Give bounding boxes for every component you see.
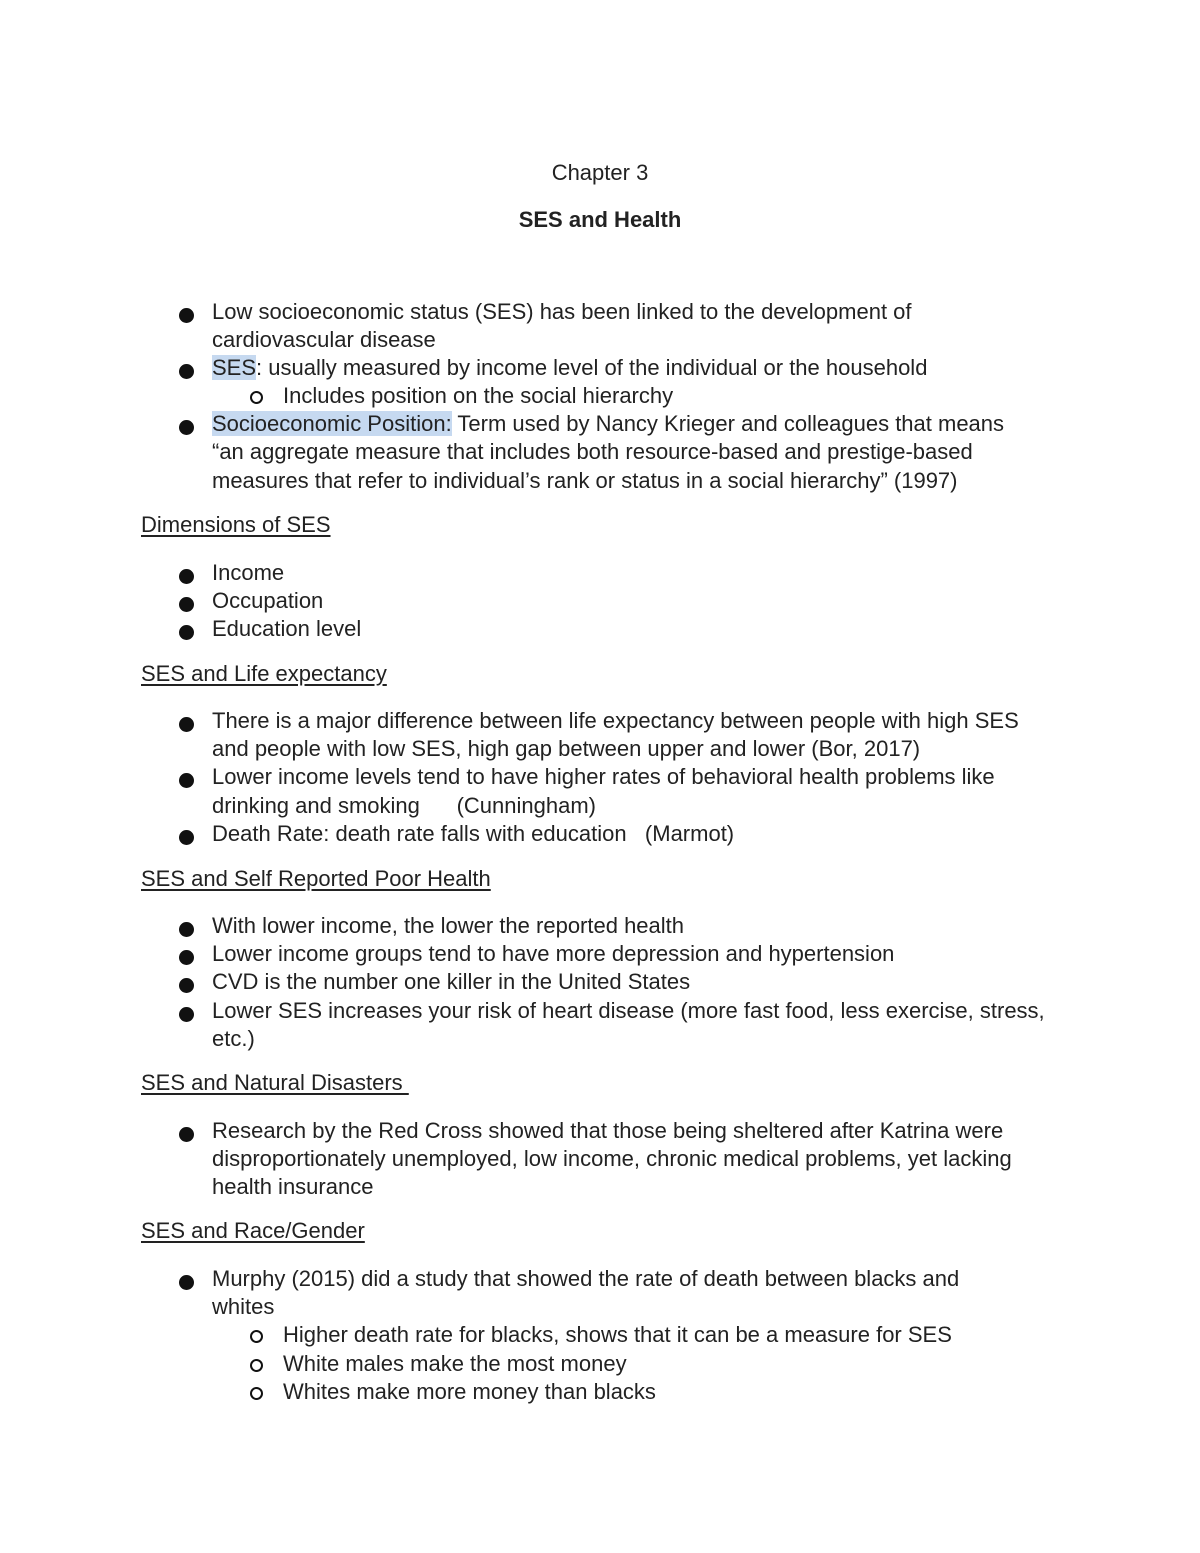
poor-b3: CVD is the number one killer in the United States (212, 969, 691, 994)
intro-b2-sub: Includes position on the social hierarchy (283, 383, 674, 408)
bullet-icon (179, 922, 194, 937)
race-sub-item: White males make the most money (283, 1351, 627, 1376)
life-b3: Death Rate: death rate falls with education (Marmot) (212, 821, 735, 846)
hollow-bullet-icon (250, 1330, 263, 1343)
highlight-socioeconomic-position: Socioeconomic Position: (212, 411, 452, 436)
bullet-icon (179, 420, 194, 435)
bullet-icon (179, 950, 194, 965)
hollow-bullet-icon (250, 391, 263, 404)
bullet-icon (179, 978, 194, 993)
race-b1-line1: Murphy (2015) did a study that showed the rate of death between blacks and (212, 1266, 960, 1291)
bullet-icon (179, 830, 194, 845)
poor-b2: Lower income groups tend to have more depression and hypertension (212, 941, 895, 966)
bullet-icon (179, 597, 194, 612)
intro-b2-line (212, 354, 927, 382)
disasters-b1-line3: health insurance (212, 1174, 374, 1199)
poor-b1: With lower income, the lower the reported health (212, 913, 685, 938)
intro-b1-line1: Low socioeconomic status (SES) has been linked to the development of (212, 299, 912, 324)
race-b1-line2: whites (212, 1294, 275, 1319)
dimension-item: Occupation (212, 588, 324, 613)
intro-b1-line2: cardiovascular disease (212, 327, 436, 352)
intro-b3-line1 (212, 410, 1004, 438)
bullet-icon (179, 308, 194, 323)
highlight-ses: SES (212, 355, 257, 380)
chapter-label: Chapter 3 (551, 160, 649, 185)
life-b2-line2: drinking and smoking (Cunningham) (212, 793, 596, 818)
poor-b4-line2: etc.) (212, 1026, 255, 1051)
section-heading-natural-disasters: SES and Natural Disasters (141, 1070, 409, 1095)
intro-b3-line2: “an aggregate measure that includes both resource-based and prestige-based (212, 439, 973, 464)
bullet-icon (179, 1127, 194, 1142)
hollow-bullet-icon (250, 1387, 263, 1400)
section-heading-dimensions: Dimensions of SES (141, 512, 331, 537)
document-title: SES and Health (518, 207, 682, 232)
section-heading-race-gender: SES and Race/Gender (141, 1218, 365, 1243)
section-heading-poor-health: SES and Self Reported Poor Health (141, 866, 491, 891)
bullet-icon (179, 364, 194, 379)
bullet-icon (179, 625, 194, 640)
intro-b2-text: : usually measured by income level of the individual or the household (256, 355, 928, 380)
section-heading-life-expectancy: SES and Life expectancy (141, 661, 387, 686)
life-b1-line2: and people with low SES, high gap between upper and lower (Bor, 2017) (212, 736, 921, 761)
hollow-bullet-icon (250, 1359, 263, 1372)
life-b1-line1: There is a major difference between life expectancy between people with high SES (212, 708, 1019, 733)
dimension-item: Income (212, 560, 285, 585)
disasters-b1-line2: disproportionately unemployed, low income, chronic medical problems, yet lacking (212, 1146, 1012, 1171)
intro-b3-line3: measures that refer to individual’s rank or status in a social hierarchy” (1997) (212, 468, 958, 493)
bullet-icon (179, 773, 194, 788)
disasters-b1-line1: Research by the Red Cross showed that those being sheltered after Katrina were (212, 1118, 1004, 1143)
bullet-icon (179, 1275, 194, 1290)
bullet-icon (179, 717, 194, 732)
race-sub-item: Higher death rate for blacks, shows that it can be a measure for SES (283, 1322, 952, 1347)
dimension-item: Education level (212, 616, 362, 641)
bullet-icon (179, 569, 194, 584)
poor-b4-line1: Lower SES increases your risk of heart disease (more fast food, less exercise, stress, (212, 998, 1045, 1023)
intro-b3-text: Term used by Nancy Krieger and colleagues that means (451, 411, 1005, 436)
life-b2-line1: Lower income levels tend to have higher rates of behavioral health problems like (212, 764, 995, 789)
bullet-icon (179, 1007, 194, 1022)
race-sub-item: Whites make more money than blacks (283, 1379, 656, 1404)
